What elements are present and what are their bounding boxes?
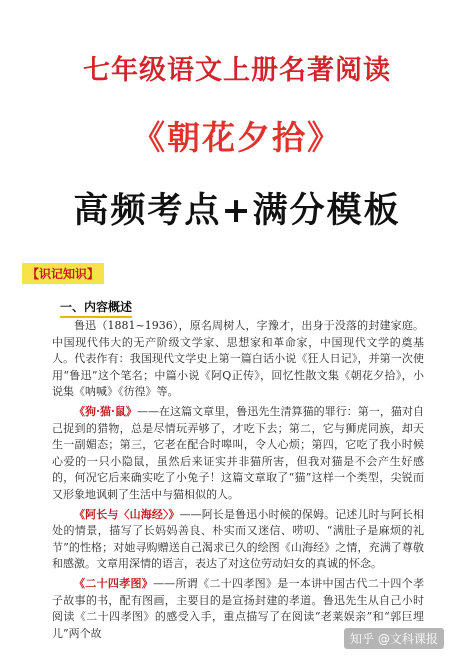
- chapter-title: 《狗·猫·鼠》: [74, 404, 137, 418]
- section-subtitle: 一、内容概述: [60, 298, 132, 318]
- paragraph-text: 鲁迅（1881~1936），原名周树人，字豫才，出身于没落的封建家庭。中国现代伟大的无产阶级文学家、思想家和革命家，中国现代文学的奠基人。代表作有：我国现代文学史上第一篇白话小说《狂人日记》，并第一次使用“鲁迅”这个笔名；中篇小说《阿Q正传》，回忆性散文集《朝花夕拾》，小说集《呐喊》《彷徨》等。: [52, 319, 424, 399]
- watermark: 知乎 @文科课报: [344, 628, 444, 649]
- paragraph-text: ——所谓《二十四孝图》是一本讲中国古代二十四个孝子故事的书，配有图画，主要目的是宣扬封建的孝道。鲁迅先生从自己小时阅读《二十四孝图》的感受入手，重点描写了在阅读“老莱娱亲”和“郭巨埋儿”两个故: [52, 576, 424, 640]
- document-subtitle: 高频考点+满分模板: [73, 191, 401, 231]
- chapter-title: 《二十四孝图》: [74, 576, 154, 590]
- paragraph-text: ——在这篇文章里，鲁迅先生清算猫的罪行：第一，猫对自己捉到的猎物，总是尽情玩弄够了，才吃下去；第二，它与狮虎同族，却天生一副媚态；第三，它老在配合时嗥叫，令人心烦；第四，它吃了我小时候心爱的一只小隐鼠，虽然后来证实并非猫所害，但我对猫是不会产生好感的，何况它后来确实吃了小兔子！这篇文章取了“猫”这样一个类型，尖锐而又形象地讽刺了生活中与猫相似的人。: [52, 404, 424, 501]
- paragraph-ah-chang: [52, 507, 424, 573]
- chapter-title: 《阿长与〈山海经〉》: [74, 507, 180, 521]
- paragraph-text: ——阿长是鲁迅小时候的保姆。记述儿时与阿长相处的情景，描写了长妈妈善良、朴实而又迷信、唠叨、“满肚子是麻烦的礼节”的性格；对她寻购赠送自己渴求已久的绘图《山海经》之情，充满了尊敬和感激。文章用深情的语言，表达了对这位劳动妇女的真诚的怀念。: [52, 507, 425, 571]
- paragraph-author: [52, 318, 424, 401]
- document-title: 七年级语文上册名著阅读: [83, 55, 391, 86]
- book-title: 《朝花夕拾》: [132, 118, 342, 157]
- content-body: [52, 318, 424, 645]
- paragraph-dog-cat-mouse: [52, 404, 424, 504]
- section-tag: 【识记知识】: [22, 263, 104, 284]
